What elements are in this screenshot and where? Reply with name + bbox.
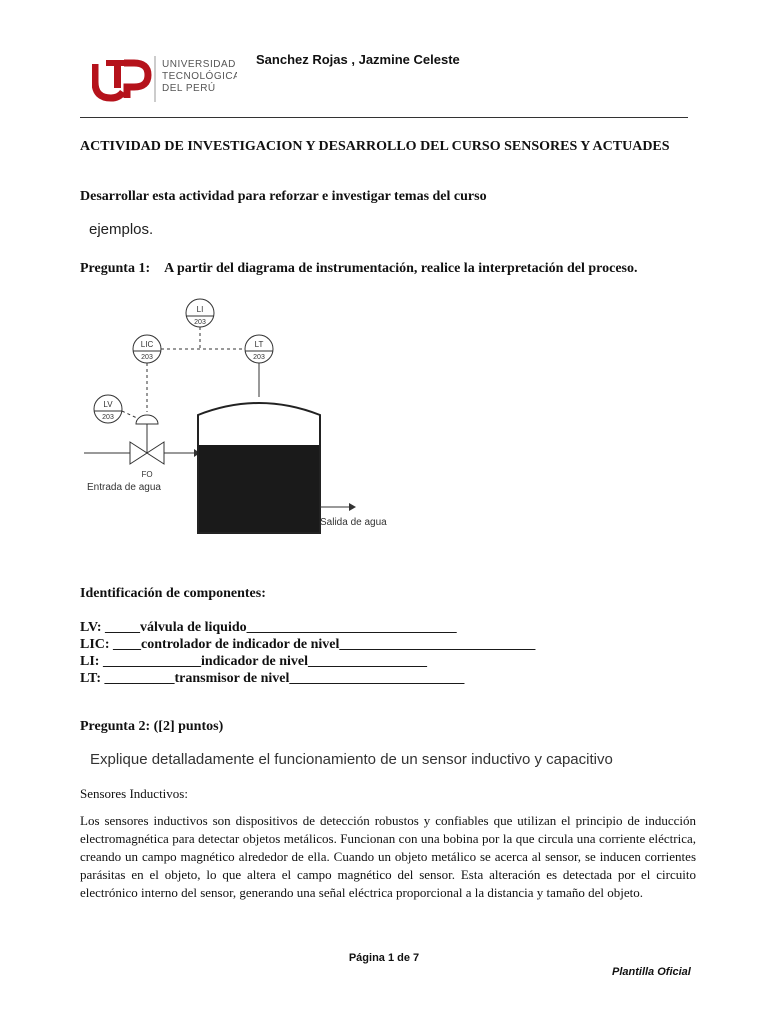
header-divider [80, 117, 688, 118]
component-lic: LIC: ____controlador de indicador de nivel____________________________ [80, 637, 536, 652]
component-lt: LT: __________transmisor de nivel_________________________ [80, 671, 465, 686]
page-number: Página 1 de 7 [348, 952, 420, 964]
intro-text: Desarrollar esta actividad para reforzar e investigar temas del curso [80, 189, 487, 204]
li-number: 203 [194, 319, 206, 326]
lt-instrument [245, 335, 273, 363]
lic-instrument [133, 335, 161, 363]
question-1 [80, 261, 637, 277]
template-label: Plantilla Oficial [612, 966, 691, 978]
question-1-label: Pregunta 1: [80, 261, 151, 276]
inlet-label: Entrada de agua [87, 482, 161, 493]
li-instrument [186, 299, 214, 327]
lic-number: 203 [141, 354, 153, 361]
logo-line2: TECNOLÓGICA [162, 71, 237, 82]
lv-instrument [94, 395, 122, 423]
ejemplos-text: ejemplos. [89, 221, 154, 238]
instrumentation-diagram [84, 297, 424, 552]
logo-line3: DEL PERÚ [162, 83, 216, 94]
valve-actuator [136, 415, 158, 424]
logo-line1: UNIVERSIDAD [162, 59, 236, 70]
question-2-prompt: Explique detalladamente el funcionamiento de un sensor inductivo y capacitivo [90, 751, 613, 768]
li-tag: LI [196, 305, 204, 314]
utp-logo-mark [95, 60, 148, 98]
identification-heading: Identificación de componentes: [80, 586, 266, 601]
document-title: ACTIVIDAD DE INVESTIGACION Y DESARROLLO DEL CURSO SENSORES Y ACTUADES [80, 139, 670, 154]
question-2-label: Pregunta 2: ([2] puntos) [80, 719, 224, 734]
component-lv: LV: _____válvula de liquido______________________________ [80, 620, 457, 635]
utp-logo [92, 54, 237, 109]
lv-number: 203 [102, 414, 114, 421]
lt-number: 203 [253, 354, 265, 361]
question-1-text: A partir del diagrama de instrumentación, realice la interpretación del proceso. [164, 261, 638, 276]
section-heading: Sensores Inductivos: [80, 786, 188, 801]
outlet-label: Salida de agua [320, 517, 387, 528]
lv-tag: LV [103, 400, 113, 409]
lt-tag: LT [254, 340, 264, 349]
author-name: Sanchez Rojas , Jazmine Celeste [256, 52, 460, 67]
component-li: LI: ______________indicador de nivel_________________ [80, 654, 428, 669]
lic-tag: LIC [140, 340, 154, 349]
water-tank [198, 403, 320, 533]
fail-open-label: FO [141, 470, 153, 479]
body-paragraph: Los sensores inductivos son dispositivos de detección robustos y confiables que utilizan el principio de inducción electromagnética para detectar objetos metálicos. Funcionan con una bobina por la que circula una corriente eléctrica, creando un campo magnético alrededor de ella. Cuando un objeto metálico se acerca al sensor, se inducen corrientes parásitas en el objeto, lo que altera el campo magnético del sensor. Esta alteración es detectada por el circuito electrónico interno del sensor, generando una señal eléctrica proporcional a la distancia y tamaño del objeto. [80, 813, 696, 900]
